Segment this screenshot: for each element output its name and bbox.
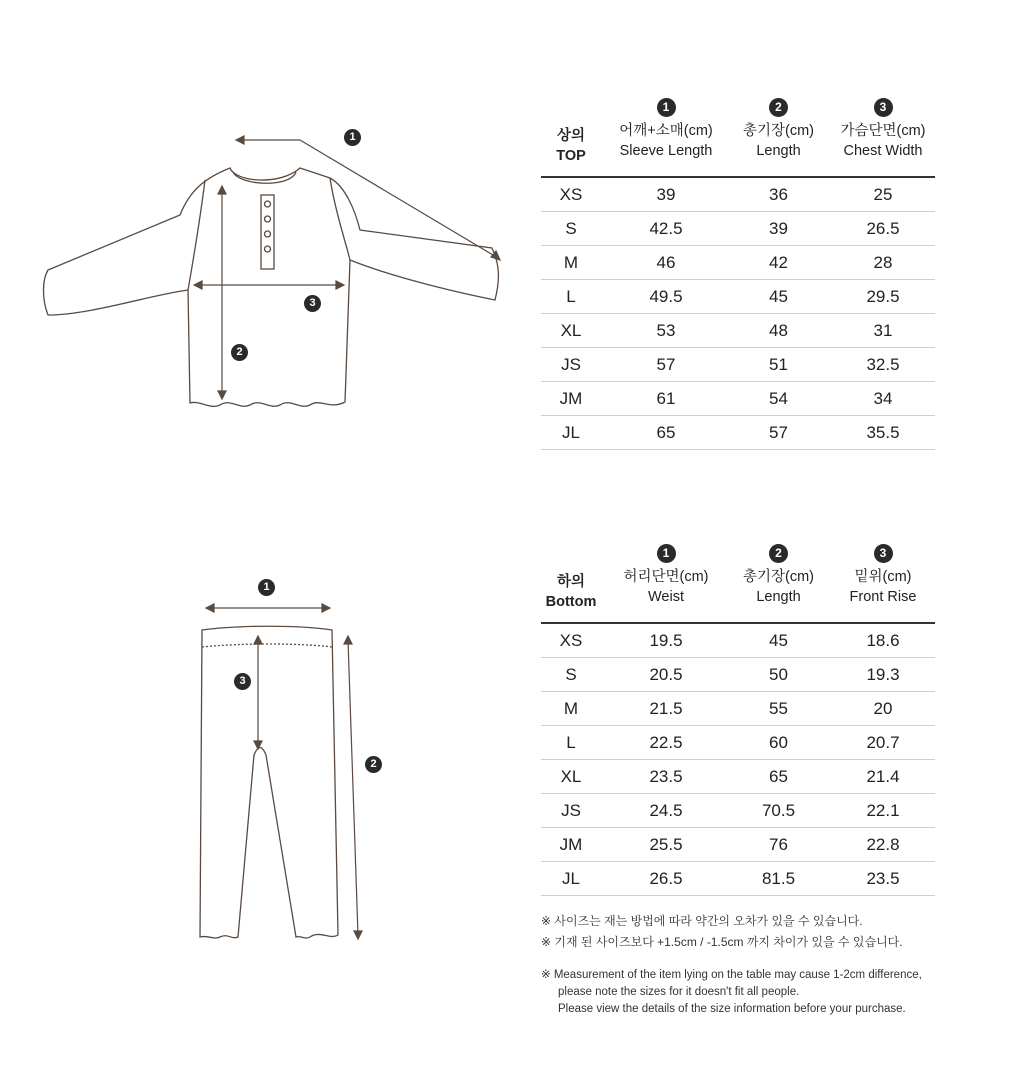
top-table-header <box>541 98 935 170</box>
notes-english <box>541 967 922 1018</box>
number-2-icon: 2 <box>769 544 788 563</box>
col-3-ko: 가슴단면(cm) <box>840 123 926 139</box>
top-col-1 <box>611 98 721 161</box>
bottom-category-ko: 하의 <box>556 574 585 590</box>
number-2-icon: 2 <box>769 98 788 117</box>
bottom-garment-diagram <box>180 595 380 955</box>
marker-2-icon: 2 <box>231 344 248 361</box>
bottom-category-en: Bottom <box>545 594 597 610</box>
note-en-2: please note the sizes for it doesn't fit all people. <box>558 986 800 998</box>
col-2-en: Length <box>756 589 801 605</box>
number-1-icon: 1 <box>657 544 676 563</box>
col-1-ko: 어깨+소매(cm) <box>619 123 713 139</box>
note-ko-2: ※ 기재 된 사이즈보다 +1.5cm / -1.5cm 까지 차이가 있을 수 있습니다. <box>541 935 903 949</box>
table-row: XS 39 36 25 <box>541 178 935 212</box>
top-col-3 <box>831 98 935 161</box>
note-en-1: ※ Measurement of the item lying on the table may cause 1-2cm difference, <box>541 969 922 981</box>
number-3-icon: 3 <box>874 544 893 563</box>
col-3-en: Front Rise <box>849 589 917 605</box>
note-en-3: Please view the details of the size information before your purchase. <box>558 1003 906 1015</box>
top-garment-diagram <box>30 120 530 420</box>
table-row: JL 26.5 81.5 23.5 <box>541 862 935 896</box>
top-category-en: TOP <box>556 148 586 164</box>
marker-1-icon: 1 <box>258 579 275 596</box>
col-2-ko: 총기장(cm) <box>742 123 814 139</box>
table-row: M 46 42 28 <box>541 246 935 280</box>
table-row: M 21.5 55 20 <box>541 692 935 726</box>
note-ko-1: ※ 사이즈는 재는 방법에 따라 약간의 오차가 있을 수 있습니다. <box>541 914 863 928</box>
table-row: JL 65 57 35.5 <box>541 416 935 450</box>
col-1-ko: 허리단면(cm) <box>623 569 709 585</box>
table-row: JS 57 51 32.5 <box>541 348 935 382</box>
top-size-table <box>541 98 935 450</box>
table-row: S 42.5 39 26.5 <box>541 212 935 246</box>
marker-1-icon: 1 <box>344 129 361 146</box>
bottom-size-table <box>541 544 935 896</box>
notes-korean <box>541 911 903 953</box>
marker-3-icon: 3 <box>304 295 321 312</box>
bottom-category-label <box>541 572 601 612</box>
bottom-col-1 <box>611 544 721 607</box>
col-1-en: Weist <box>648 589 684 605</box>
top-category-label <box>541 126 601 166</box>
top-category-ko: 상의 <box>556 128 585 144</box>
table-row: JM 25.5 76 22.8 <box>541 828 935 862</box>
col-2-ko: 총기장(cm) <box>742 569 814 585</box>
bottom-col-2 <box>726 544 831 607</box>
table-row: L 49.5 45 29.5 <box>541 280 935 314</box>
top-col-2 <box>726 98 831 161</box>
bottom-table-header <box>541 544 935 616</box>
table-row: XL 23.5 65 21.4 <box>541 760 935 794</box>
table-row: XL 53 48 31 <box>541 314 935 348</box>
bottom-col-3 <box>831 544 935 607</box>
table-row: JM 61 54 34 <box>541 382 935 416</box>
table-row: XS 19.5 45 18.6 <box>541 624 935 658</box>
marker-2-icon: 2 <box>365 756 382 773</box>
col-2-en: Length <box>756 143 801 159</box>
table-row: S 20.5 50 19.3 <box>541 658 935 692</box>
number-3-icon: 3 <box>874 98 893 117</box>
marker-3-icon: 3 <box>234 673 251 690</box>
table-row: L 22.5 60 20.7 <box>541 726 935 760</box>
table-row: JS 24.5 70.5 22.1 <box>541 794 935 828</box>
col-3-en: Chest Width <box>843 143 923 159</box>
number-1-icon: 1 <box>657 98 676 117</box>
col-3-ko: 밑위(cm) <box>854 569 912 585</box>
col-1-en: Sleeve Length <box>619 143 713 159</box>
